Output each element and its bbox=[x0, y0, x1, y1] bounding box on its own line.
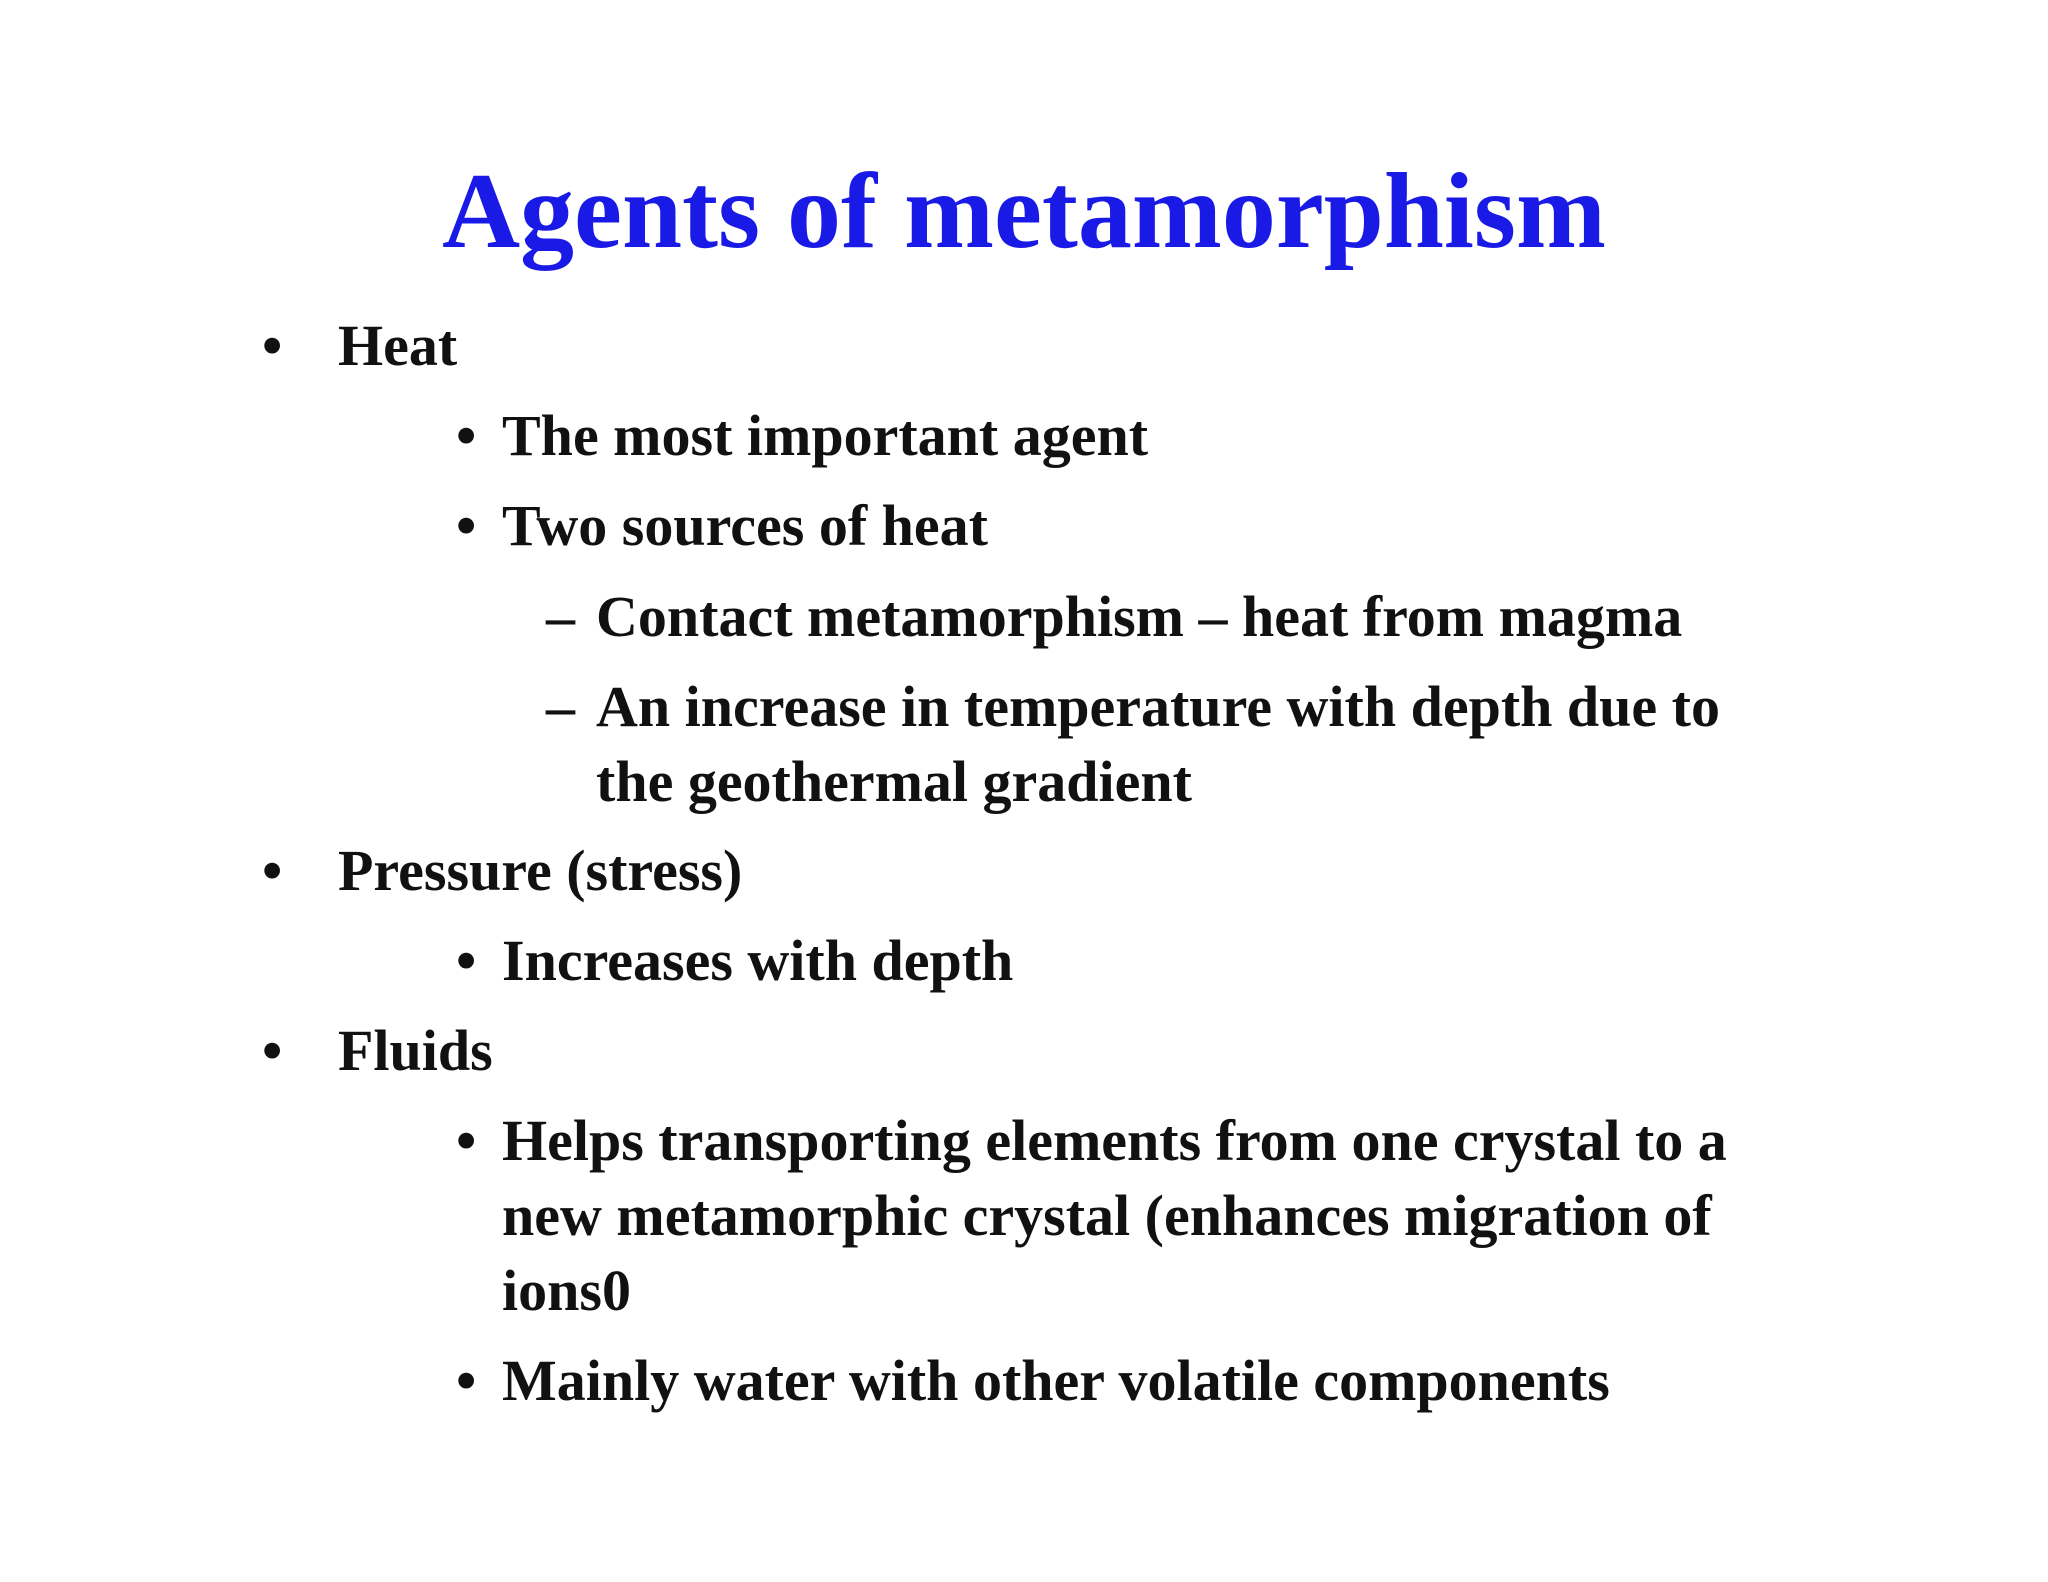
sub-bullet-helps-line3: ions0 bbox=[502, 1258, 631, 1323]
dash-marker: – bbox=[546, 584, 575, 649]
sub-bullet-two-sources: Two sources of heat bbox=[502, 493, 988, 558]
sub-sub-contact-metamorphism: Contact metamorphism – heat from magma bbox=[596, 584, 1683, 649]
bullet-marker: • bbox=[456, 493, 477, 558]
bullet-marker: • bbox=[262, 1018, 283, 1083]
bullet-marker: • bbox=[456, 403, 477, 468]
sub-bullet-most-important: The most important agent bbox=[502, 403, 1149, 468]
bullet-fluids: Fluids bbox=[338, 1018, 493, 1083]
sub-bullet-helps-line2: new metamorphic crystal (enhances migration of bbox=[502, 1183, 1712, 1248]
sub-bullet-helps-line1: Helps transporting elements from one crystal to a bbox=[502, 1108, 1727, 1173]
bullet-marker: • bbox=[456, 1348, 477, 1413]
sub-sub-geothermal-line2: the geothermal gradient bbox=[596, 749, 1192, 814]
sub-sub-geothermal-line1: An increase in temperature with depth due to bbox=[596, 674, 1720, 739]
bullet-pressure: Pressure (stress) bbox=[338, 838, 743, 903]
bullet-marker: • bbox=[262, 838, 283, 903]
bullet-marker: • bbox=[456, 1108, 477, 1173]
bullet-heat: Heat bbox=[338, 313, 458, 378]
sub-bullet-increases-depth: Increases with depth bbox=[502, 928, 1014, 993]
bullet-marker: • bbox=[262, 313, 283, 378]
dash-marker: – bbox=[546, 674, 575, 739]
sub-bullet-mainly-water: Mainly water with other volatile components bbox=[502, 1348, 1610, 1413]
bullet-marker: • bbox=[456, 928, 477, 993]
slide-title: Agents of metamorphism bbox=[442, 152, 1606, 271]
